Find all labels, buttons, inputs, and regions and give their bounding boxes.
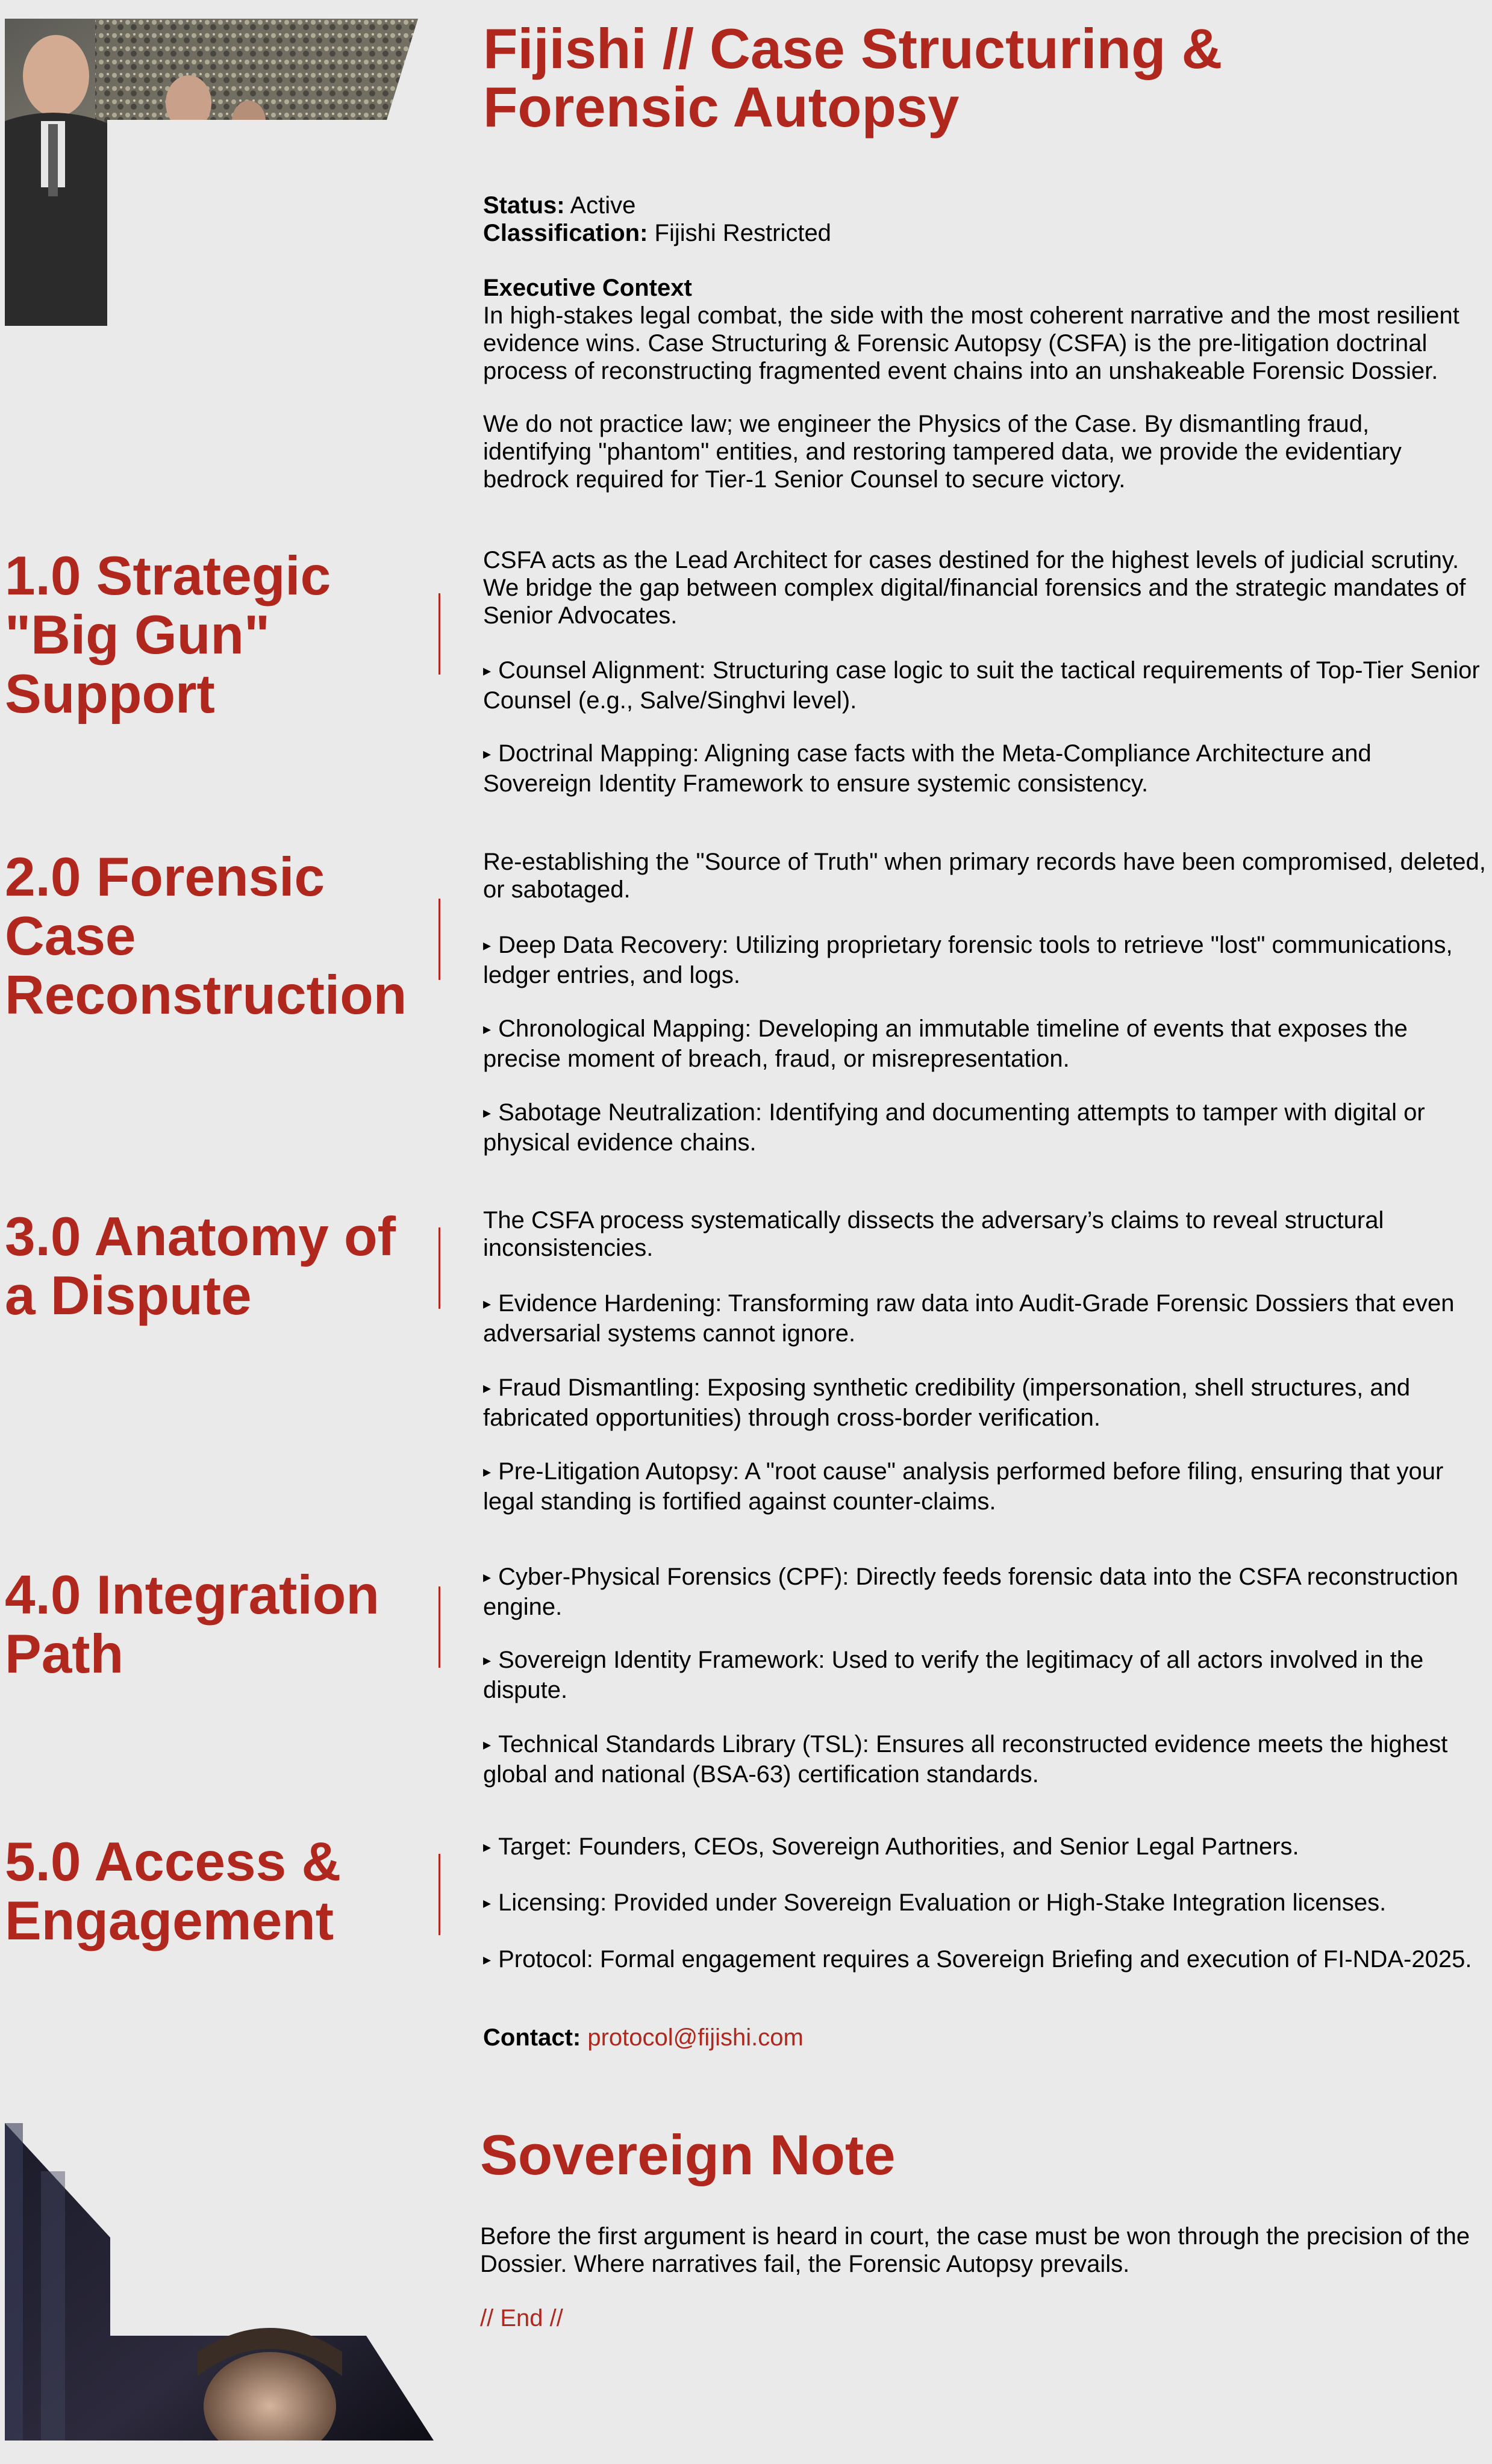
context-paragraph-2: We do not practice law; we engineer the Physics of the Case. By dismantling fraud, identifying "phantom" entities, and restoring tampered data, we provide the evidentiary bedrock required for Tier-1 Senior Counsel to secure victory. — [483, 411, 1402, 493]
page-title: Fijishi // Case Structuring & Forensic Autopsy — [483, 17, 1223, 139]
footer-photo — [5, 2123, 434, 2441]
section-2-bullet-2: ▸ Chronological Mapping: Developing an immutable timeline of events that exposes the precise moment of breach, fraud, or misrepresentation. — [483, 1015, 1486, 1073]
section-3-intro: The CSFA process systematically dissects the adversary’s claims to reveal structural inconsistencies. — [483, 1207, 1384, 1261]
section-2-bullet-1: ▸ Deep Data Recovery: Utilizing proprietary forensic tools to retrieve "lost" communications, ledger entries, and logs. — [483, 931, 1486, 989]
contact-label: Contact: — [483, 2024, 581, 2051]
section-1-bullet-1: ▸ Counsel Alignment: Structuring case logic to suit the tactical requirements of Top-Tier Senior Counsel (e.g., Salve/Singhvi level). — [483, 657, 1486, 714]
classification-label: Classification: — [483, 220, 648, 246]
classification-line — [483, 219, 831, 247]
section-1-bullet-2: ▸ Doctrinal Mapping: Aligning case facts with the Meta-Compliance Architecture and Sovereign Identity Framework to ensure systemic consistency. — [483, 740, 1486, 797]
section-2-bullet-3: ▸ Sabotage Neutralization: Identifying and documenting attempts to tamper with digital or physical evidence chains. — [483, 1099, 1486, 1156]
section-4-title: 4.0 Integration Path — [5, 1565, 379, 1685]
section-5-title: 5.0 Access & Engagement — [5, 1832, 342, 1951]
note-end: // End // — [480, 2305, 563, 2331]
section-5-bullet-1: ▸ Target: Founders, CEOs, Sovereign Authorities, and Senior Legal Partners. — [483, 1833, 1486, 1863]
section-5-bullet-2: ▸ Licensing: Provided under Sovereign Evaluation or High-Stake Integration licenses. — [483, 1889, 1486, 1919]
section-3-bullet-2: ▸ Fraud Dismantling: Exposing synthetic credibility (impersonation, shell structures, and fabricated opportunities) through cross-border verification. — [483, 1374, 1486, 1432]
status-label: Status: — [483, 192, 565, 219]
section-5-divider — [439, 1854, 440, 1935]
context-heading: Executive Context — [483, 275, 692, 301]
section-1-intro: CSFA acts as the Lead Architect for cases destined for the highest levels of judicial scrutiny. We bridge the gap between complex digital/financial forensics and the strategic mandates of Senior Advocates. — [483, 547, 1466, 629]
section-4-bullet-3: ▸ Technical Standards Library (TSL): Ensures all reconstructed evidence meets the highest global and national (BSA-63) certification standards. — [483, 1730, 1486, 1788]
status-value: Active — [570, 192, 636, 219]
section-3-bullet-1: ▸ Evidence Hardening: Transforming raw data into Audit-Grade Forensic Dossiers that even adversarial systems cannot ignore. — [483, 1290, 1486, 1347]
section-4-bullet-1: ▸ Cyber-Physical Forensics (CPF): Directly feeds forensic data into the CSFA reconstruction engine. — [483, 1563, 1486, 1621]
section-4-bullet-2: ▸ Sovereign Identity Framework: Used to verify the legitimacy of all actors involved in the dispute. — [483, 1646, 1486, 1704]
section-3-divider — [439, 1227, 440, 1309]
contact-email-link[interactable]: protocol@fijishi.com — [587, 2024, 804, 2051]
note-title: Sovereign Note — [480, 2123, 896, 2186]
contact-line — [483, 2024, 804, 2051]
section-2-divider — [439, 899, 440, 980]
section-5-bullet-3: ▸ Protocol: Formal engagement requires a Sovereign Briefing and execution of FI-NDA-2025. — [483, 1945, 1486, 1976]
context-paragraph-1: In high-stakes legal combat, the side with the most coherent narrative and the most resilient evidence wins. Case Structuring & Forensic Autopsy (CSFA) is the pre-litigation doctrinal process of reconstructing fragmented event chains into an unshakeable Forensic Dossier. — [483, 302, 1459, 384]
section-3-title: 3.0 Anatomy of a Dispute — [5, 1206, 396, 1326]
section-2-intro: Re-establishing the "Source of Truth" when primary records have been compromised, deleted, or sabotaged. — [483, 849, 1486, 903]
classification-value: Fijishi Restricted — [654, 220, 831, 246]
section-2-title: 2.0 Forensic Case Reconstruction — [5, 847, 407, 1026]
status-line — [483, 192, 635, 219]
note-text: Before the first argument is heard in court, the case must be won through the precision of the Dossier. Where narratives fail, the Forensic Autopsy prevails. — [480, 2223, 1470, 2277]
section-1-divider — [439, 593, 440, 675]
section-3-bullet-3: ▸ Pre-Litigation Autopsy: A "root cause" analysis performed before filing, ensuring that your legal standing is fortified against counter-claims. — [483, 1458, 1486, 1515]
section-1-title: 1.0 Strategic "Big Gun" Support — [5, 546, 331, 725]
photo-notch — [107, 120, 420, 331]
section-4-divider — [439, 1586, 440, 1668]
